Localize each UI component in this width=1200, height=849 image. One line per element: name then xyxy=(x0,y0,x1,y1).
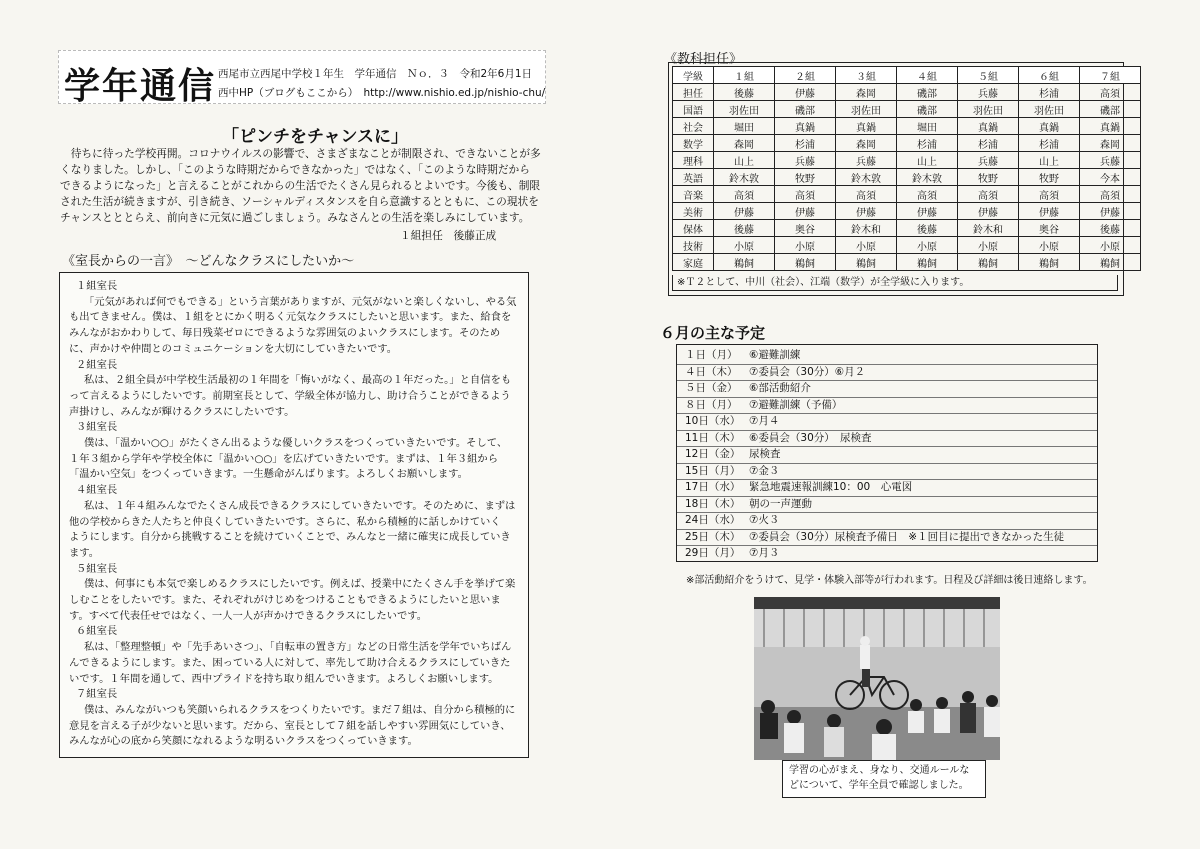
teacher-cell: 鈴木和 xyxy=(836,220,897,237)
teacher-cell: 真鍋 xyxy=(836,118,897,135)
article-signature: １組担任 後藤正成 xyxy=(400,229,497,242)
teacher-table-column-header: ３組 xyxy=(836,67,897,84)
teacher-table-row xyxy=(673,135,1141,152)
teacher-cell: 堀田 xyxy=(897,118,958,135)
teacher-cell: 鈴木敦 xyxy=(836,169,897,186)
teacher-cell: 兵藤 xyxy=(775,152,836,169)
photo-caption-line: どについて、学年全員で確認しました。 xyxy=(789,780,969,791)
schedule-date: 15日（月） xyxy=(685,464,741,477)
teacher-cell: 小原 xyxy=(1019,237,1080,254)
teacher-cell: 兵藤 xyxy=(836,152,897,169)
teacher-cell: 伊藤 xyxy=(897,203,958,220)
photo-caption-box xyxy=(782,760,986,798)
article-line: できるようになった」と言えることがこれからの生活でたくさん見られるとよいです。今後も、制限 xyxy=(60,179,541,192)
schedule-date: ５日（金） xyxy=(685,382,738,394)
teacher-cell: 鵜飼 xyxy=(958,254,1019,271)
schedule-divider xyxy=(677,446,1097,447)
schedule-date: 12日（金） xyxy=(685,448,741,460)
teacher-table-row xyxy=(673,237,1141,254)
photo-caption-line: 学習の心がまえ、身なり、交通ルールな xyxy=(789,765,970,776)
subject-cell: 担任 xyxy=(673,84,714,101)
voices-heading: 《室長からの一言》 ～どんなクラスにしたいか～ xyxy=(62,254,355,269)
article-line: チャンスとととらえ、前向きに元気に過ごしましょう。みなさんとの生活を楽しみにしています。 xyxy=(60,211,530,224)
schedule-divider xyxy=(677,496,1097,497)
teacher-cell: 後藤 xyxy=(714,84,775,101)
teacher-cell: 奥谷 xyxy=(1019,220,1080,237)
teacher-cell: 真鍋 xyxy=(1019,118,1080,135)
teacher-cell: 小原 xyxy=(775,237,836,254)
teachers-heading: 《教科担任》 xyxy=(664,52,743,67)
schedule-date: ４日（木） xyxy=(685,365,738,378)
subject-cell: 数学 xyxy=(673,135,714,152)
schedule-divider xyxy=(677,463,1097,464)
teacher-cell: 森岡 xyxy=(1080,135,1141,152)
teacher-cell: 高須 xyxy=(836,186,897,203)
schedule-date: 24日（水） xyxy=(685,514,741,526)
schedule-date: ８日（月） xyxy=(685,398,738,411)
article-line: 待ちに待った学校再開。コロナウイルスの影響で、さまざまなことが制限され、できないことが多 xyxy=(60,147,541,160)
teacher-table-row xyxy=(673,84,1141,101)
schedule-event: ⑦金３ xyxy=(749,464,780,477)
schedule-row xyxy=(677,529,1097,546)
schedule-divider xyxy=(677,479,1097,480)
teacher-cell: 後藤 xyxy=(714,220,775,237)
schedule-row xyxy=(677,397,1097,414)
schedule-divider xyxy=(677,545,1097,546)
teacher-cell: 兵藤 xyxy=(1080,152,1141,169)
teacher-cell: 磯部 xyxy=(897,101,958,118)
schedule-row xyxy=(677,463,1097,480)
teacher-cell: 牧野 xyxy=(775,169,836,186)
teacher-table-row xyxy=(673,220,1141,237)
teacher-cell: 今本 xyxy=(1080,169,1141,186)
leader-message-line: 僕は、「温かい○○」がたくさん出るような優しいクラスをつくっていきたいです。そして、 xyxy=(84,437,508,449)
schedule-date: 11日（木） xyxy=(685,431,741,444)
teacher-table-row xyxy=(673,186,1141,203)
subject-cell: 音楽 xyxy=(673,186,714,203)
subject-cell: 保体 xyxy=(673,220,714,237)
schedule-date: 10日（水） xyxy=(685,415,741,427)
leader-label: ３組室長 xyxy=(76,421,118,434)
leader-message-line: 他の学校からきた人たちと仲良くしていきたいです。さらに、私から積極的に話しかけていく xyxy=(69,515,501,528)
schedule-divider xyxy=(677,380,1097,381)
teacher-cell: 杉浦 xyxy=(775,135,836,152)
teacher-cell: 鈴木和 xyxy=(958,220,1019,237)
teacher-table-row xyxy=(673,152,1141,169)
subject-cell: 理科 xyxy=(673,152,714,169)
leader-message-line: 私は、１年４組みんなでたくさん成長できるクラスにしていきたいです。そのために、まずは xyxy=(84,499,516,512)
teacher-cell: 鵜飼 xyxy=(714,254,775,271)
schedule-date: 17日（水） xyxy=(685,481,741,493)
teacher-cell: 高須 xyxy=(714,186,775,203)
teacher-cell: 真鍋 xyxy=(958,118,1019,135)
teacher-cell: 鵜飼 xyxy=(775,254,836,271)
teacher-table-column-header: １組 xyxy=(714,67,775,84)
leader-message-line: んできるようにします。また、困っている人に対して、率先して助け合えるクラスにしていきた xyxy=(69,656,511,669)
teacher-cell: 小原 xyxy=(714,237,775,254)
teacher-cell: 小原 xyxy=(836,237,897,254)
newsletter-title: 学年通信 xyxy=(64,66,217,107)
subject-cell: 美術 xyxy=(673,203,714,220)
subject-cell: 技術 xyxy=(673,237,714,254)
teacher-cell: 羽佐田 xyxy=(836,101,897,118)
schedule-row xyxy=(677,479,1097,496)
teacher-cell: 小原 xyxy=(1080,237,1141,254)
header-url-line: 西中HP（ブログもここから） http://www.nishio.ed.jp/nishio-chu/ xyxy=(218,87,546,99)
teacher-cell: 鵜飼 xyxy=(836,254,897,271)
schedule-event: ⑦避難訓練（予備） xyxy=(749,398,843,411)
teacher-cell: 伊藤 xyxy=(714,203,775,220)
schedule-heading: ６月の主な予定 xyxy=(660,324,766,342)
teacher-cell: 小原 xyxy=(958,237,1019,254)
schedule-event: ⑥避難訓練 xyxy=(749,349,801,361)
leader-message-line: 「温かい空気」をつくっていきます。一生懸命がんばります。よろしくお願いします。 xyxy=(69,468,468,481)
article-line: された生活が続きますが、引き続き、ソーシャルディスタンスを自ら意識するとともに、この現状を xyxy=(60,195,539,208)
teacher-cell: 杉浦 xyxy=(1019,84,1080,101)
teacher-cell: 高須 xyxy=(1080,186,1141,203)
teacher-cell: 羽佐田 xyxy=(1019,101,1080,118)
schedule-event: ⑦月３ xyxy=(749,547,780,559)
teacher-table-column-header: 学級 xyxy=(673,67,714,84)
leader-message-line: １年３組から学年や学校全体に「温かい○○」を広げていきたいです。まずは、１年３組から xyxy=(69,452,499,465)
teacher-cell: 牧野 xyxy=(1019,169,1080,186)
teacher-table-column-header: ５組 xyxy=(958,67,1019,84)
teacher-cell: 伊藤 xyxy=(1019,203,1080,220)
leader-message-line: 私は、「整理整頓」や「先手あいさつ」、「自転車の置き方」などの日常生活を学年でいちばん xyxy=(84,641,512,654)
leader-message-line: みんながおかわりして、毎日残菜ゼロにできるような雰囲気のよいクラスにします。そのため xyxy=(69,327,501,340)
teacher-table-column-header: ４組 xyxy=(897,67,958,84)
teacher-cell: 鈴木敦 xyxy=(714,169,775,186)
teacher-table-column-header: ２組 xyxy=(775,67,836,84)
leader-label: ４組室長 xyxy=(76,484,118,497)
schedule-event: 尿検査 xyxy=(749,448,781,460)
teacher-cell: 杉浦 xyxy=(958,135,1019,152)
teacher-cell: 高須 xyxy=(775,186,836,203)
leader-message-line: す。すべて代表任せではなく、一人一人が声かけできるクラスにしたいです。 xyxy=(69,609,428,622)
schedule-event: ⑥委員会（30分） 尿検査 xyxy=(749,431,872,444)
teacher-cell: 高須 xyxy=(1080,84,1141,101)
teacher-cell: 伊藤 xyxy=(836,203,897,220)
schedule-divider xyxy=(677,397,1097,398)
schedule-row xyxy=(677,380,1097,397)
leader-message-line: も出てきません。僕は、１組をとにかく明るく元気なクラスにしたいと思います。また、給食を xyxy=(69,311,512,324)
teacher-cell: 羽佐田 xyxy=(714,101,775,118)
teacher-cell: 磯部 xyxy=(1080,101,1141,118)
teacher-cell: 杉浦 xyxy=(897,135,958,152)
leader-label: ６組室長 xyxy=(76,625,118,638)
teacher-table-column-header: ６組 xyxy=(1019,67,1080,84)
leader-label: ７組室長 xyxy=(76,688,118,701)
teacher-cell: 鵜飼 xyxy=(1080,254,1141,271)
leader-message-line: に、声かけや仲間とのコミュニケーションを大切にしていきたいです。 xyxy=(69,342,398,355)
leader-message-line: 僕は、何事にも本気で楽しめるクラスにしたいです。例えば、授業中にたくさん手を挙げて楽 xyxy=(84,578,516,591)
teacher-cell: 兵藤 xyxy=(958,84,1019,101)
teacher-cell: 鵜飼 xyxy=(897,254,958,271)
teacher-cell: 森岡 xyxy=(836,135,897,152)
leader-message-line: 僕は、みんながいつも笑顔いられるクラスをつくりたいです。まだ７組は、自分から積極的に xyxy=(84,703,516,716)
leader-label: ２組室長 xyxy=(76,358,118,371)
teacher-table-row xyxy=(673,169,1141,186)
schedule-row xyxy=(677,364,1097,381)
teacher-cell: 伊藤 xyxy=(775,84,836,101)
leader-message-line: みんなが心の底から笑顔になれるような明るいクラスをつくっていきます。 xyxy=(69,735,418,748)
teacher-cell: 後藤 xyxy=(1080,220,1141,237)
teacher-table-header-row xyxy=(673,67,1141,84)
teacher-cell: 伊藤 xyxy=(958,203,1019,220)
leader-message-line: ます。 xyxy=(69,546,100,559)
teacher-table-row xyxy=(673,254,1141,271)
subject-cell: 国語 xyxy=(673,101,714,118)
header-school-line: 西尾市立西尾中学校１年生 学年通信 Ｎｏ．３ 令和2年6月1日 xyxy=(218,68,533,80)
schedule-row xyxy=(677,496,1097,513)
leader-message-line: 「元気があれば何でもできる」という言葉がありますが、元気がないと楽しくないし、やる気 xyxy=(84,295,517,308)
schedule-box xyxy=(676,344,1098,562)
leader-message-line: しむことをしたいです。また、それぞれがけじめをつけることもできるようにしたいと思いま xyxy=(69,594,501,606)
teacher-cell: 後藤 xyxy=(897,220,958,237)
subject-cell: 英語 xyxy=(673,169,714,186)
schedule-row xyxy=(677,446,1097,463)
schedule-row xyxy=(677,430,1097,447)
teacher-cell: 山上 xyxy=(1019,152,1080,169)
subject-cell: 家庭 xyxy=(673,254,714,271)
teacher-table-row xyxy=(673,118,1141,135)
article-headline: 「ピンチをチャンスに」 xyxy=(222,127,408,147)
teacher-cell: 高須 xyxy=(1019,186,1080,203)
teacher-cell: 高須 xyxy=(958,186,1019,203)
teacher-cell: 兵藤 xyxy=(958,152,1019,169)
subject-cell: 社会 xyxy=(673,118,714,135)
teacher-cell: 小原 xyxy=(897,237,958,254)
schedule-date: 25日（木） xyxy=(685,530,741,543)
schedule-event: ⑦月４ xyxy=(749,415,780,427)
schedule-event: 緊急地震速報訓練10：00 心電図 xyxy=(749,481,913,493)
teacher-cell: 鵜飼 xyxy=(1019,254,1080,271)
teacher-cell: 磯部 xyxy=(775,101,836,118)
teacher-cell: 高須 xyxy=(897,186,958,203)
teacher-cell: 磯部 xyxy=(897,84,958,101)
teacher-cell: 牧野 xyxy=(958,169,1019,186)
schedule-date: 29日（月） xyxy=(685,547,741,559)
schedule-event: ⑥部活動紹介 xyxy=(749,382,811,394)
schedule-divider xyxy=(677,512,1097,513)
voices-box xyxy=(59,272,529,758)
teacher-cell: 羽佐田 xyxy=(958,101,1019,118)
teacher-cell: 鈴木敦 xyxy=(897,169,958,186)
article-line: くなりました。しかし、「このような時期だからできなかった」ではなく、「このような時期だから xyxy=(60,163,530,176)
teacher-table-row xyxy=(673,203,1141,220)
schedule-event: ⑦火３ xyxy=(749,514,780,526)
teacher-cell: 奥谷 xyxy=(775,220,836,237)
teacher-table-row xyxy=(673,101,1141,118)
schedule-note: ※部活動紹介をうけて、見学・体験入部等が行われます。日程及び詳細は後日連絡します。 xyxy=(686,575,1093,586)
teacher-cell: 伊藤 xyxy=(775,203,836,220)
schedule-date: 18日（木） xyxy=(685,497,741,510)
schedule-row xyxy=(677,347,1097,364)
leader-message-line: 私は、２組全員が中学校生活最初の１年間を「悔いがなく、最高の１年だった。」と自信をも xyxy=(84,374,512,387)
schedule-row xyxy=(677,413,1097,430)
teacher-cell: 杉浦 xyxy=(1019,135,1080,152)
schedule-row xyxy=(677,512,1097,529)
teacher-cell: 伊藤 xyxy=(1080,203,1141,220)
leader-message-line: って言えるようにしたいです。前期室長として、学級全体が協力し、助け合うことができるよう xyxy=(69,389,511,402)
assembly-photo xyxy=(754,597,1000,760)
schedule-divider xyxy=(677,529,1097,530)
teacher-cell: 山上 xyxy=(714,152,775,169)
teacher-cell: 堀田 xyxy=(714,118,775,135)
schedule-date: １日（月） xyxy=(685,349,738,361)
teacher-cell: 山上 xyxy=(897,152,958,169)
teacher-table-note: ※Ｔ２として、中川（社会）、江端（数学）が全学級に入ります。 xyxy=(672,275,1118,291)
teacher-table xyxy=(672,66,1141,271)
leader-message-line: 意見を言える子が少ないと思います。だから、室長として７組を話しやすい雰囲気にしていき、 xyxy=(69,719,511,732)
teacher-table-column-header: ７組 xyxy=(1080,67,1141,84)
schedule-event: ⑦委員会（30分）尿検査予備日 ※１回目に提出できなかった生徒 xyxy=(749,530,1065,543)
schedule-event: ⑦委員会（30分）⑥月２ xyxy=(749,365,866,378)
teacher-cell: 森岡 xyxy=(836,84,897,101)
leader-message-line: いです。１年間を通して、西中プライドを持ち取り組んでいきます。よろしくお願いします。 xyxy=(69,672,499,685)
schedule-divider xyxy=(677,364,1097,365)
leader-label: ５組室長 xyxy=(76,562,118,575)
schedule-divider xyxy=(677,430,1097,431)
leader-message-line: 声掛けし、みんなが輝けるクラスにしたいです。 xyxy=(69,405,295,418)
leader-message-line: ようにします。自分から挑戦することを続けていくことで、みんなと一緒に確実に成長していき xyxy=(69,531,511,544)
teacher-cell: 森岡 xyxy=(714,135,775,152)
schedule-row xyxy=(677,545,1097,562)
teacher-cell: 真鍋 xyxy=(1080,118,1141,135)
schedule-divider xyxy=(677,413,1097,414)
leader-label: １組室長 xyxy=(76,280,118,292)
teacher-cell: 真鍋 xyxy=(775,118,836,135)
schedule-event: 朝の一声運動 xyxy=(749,497,812,510)
